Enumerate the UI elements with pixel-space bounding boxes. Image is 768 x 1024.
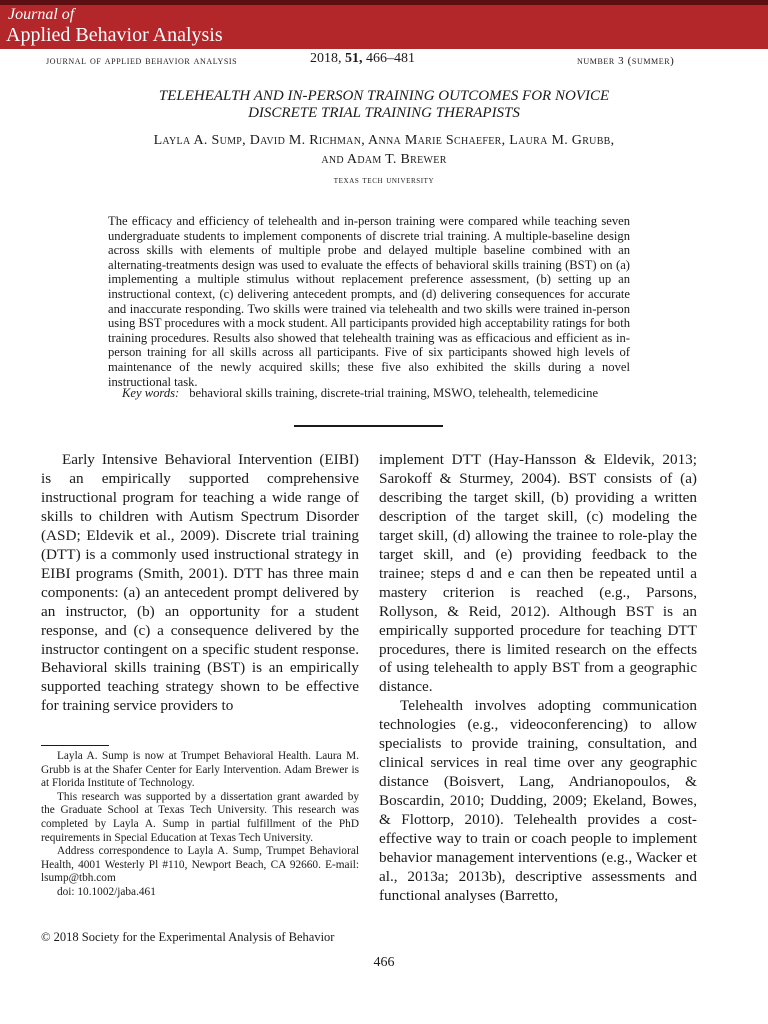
- authors-line1: Layla A. Sump, David M. Richman, Anna Marie Schaefer, Laura M. Grubb,: [153, 133, 615, 148]
- body-paragraph: Early Intensive Behavioral Intervention (EIBI) is an empirically supported comprehensive instructional program for teaching a wide range of skills to children with Autism Spectrum Disorder (ASD; Eldevik et al., 2009). Discrete trial training (DTT) is a commonly used instructional strategy in EIBI programs (Smith, 2001). DTT has three main components: (a) an antecedent prompt delivered by an instructor, (b) an opportunity for a student response, and (c) a consequence delivered by the instructor contingent on a specific student response. Behavioral skills training (BST) is an empirically supported teaching strategy shown to be effective for training service providers to: [41, 451, 359, 715]
- article-title-line2: DISCRETE TRIAL TRAINING THERAPISTS: [248, 105, 520, 121]
- journal-logo-line1: Journal of: [8, 6, 75, 23]
- copyright-notice: © 2018 Society for the Experimental Analysis of Behavior: [41, 930, 335, 944]
- affiliation: texas tech university: [333, 175, 435, 186]
- running-head-volume: 51,: [345, 51, 363, 66]
- page-number: 466: [373, 955, 395, 970]
- article-title: [70, 88, 698, 122]
- footnote-divider: [41, 745, 109, 746]
- footnotes: [41, 750, 359, 900]
- footnote-doi: doi: 10.1002/jaba.461: [57, 885, 156, 898]
- abstract: The efficacy and efficiency of telehealth and in-person training were compared while teaching seven undergraduate students to implement components of discrete trial training. A multiple-baseline design across skills with elements of multiple probe and delayed multiple baseline combined with an alternating-treatments design was used to evaluate the effects of behavioral skills training (BST) on (a) implementing a multiple stimulus without replacement preference assessment, (b) setting up an instructional context, (c) delivering antecedent prompts, and (d) delivering consequences for accurate and inaccurate responding. Two skills were trained via telehealth and two skills were trained in-person using BST procedures with a mock student. All participants provided high acceptability ratings for both training procedures. Results also showed that telehealth training was as efficacious and efficient as in-person training for all skills across all participants. Five of six participants showed high levels of maintenance of the newly acquired skills; these five also exhibited the skills during a novel instructional task.: [108, 214, 630, 389]
- authors-line2: and Adam T. Brewer: [321, 152, 447, 167]
- journal-logo-line2: Applied Behavior Analysis: [6, 24, 223, 46]
- keywords: [122, 386, 632, 400]
- running-head-pages: 466–481: [366, 51, 415, 66]
- body-left-column: [41, 451, 359, 716]
- body-paragraph: Telehealth involves adopting communication technologies (e.g., videoconferencing) to allow specialists to provide training, consultation, and clinical services in real time over any geographic distance (Boisvert, Lang, Andrianopoulos, & Boscardin, 2010; Dudding, 2009; Ekeland, Bowes, & Flottorp, 2010). Telehealth provides a cost-effective way to train or coach people to implement behavior management interventions (e.g., Wacker et al., 2013a; 2013b), descriptive assessments and functional analyses (Barretto,: [379, 697, 697, 904]
- body-right-column: [379, 451, 697, 906]
- keywords-list: behavioral skills training, discrete-trial training, MSWO, telehealth, telemedicine: [189, 386, 599, 400]
- journal-banner: [0, 0, 768, 49]
- running-head-year: 2018,: [310, 51, 342, 66]
- body-paragraph: implement DTT (Hay-Hansson & Eldevik, 2013; Sarokoff & Sturmey, 2004). BST consists of (a) describing the target skill, (b) providing a written description of the target skill, (c) modeling the target skill, (d) allowing the trainee to role-play the target skill, and (e) providing feedback to the trainee; steps d and e can then be repeated until a mastery criterion is reached (e.g., Parsons, Rollyson, & Reid, 2012). Although BST is an empirically supported procedure for teaching DTT procedures, there is limited research on the effects of using telehealth to apply BST from a geographic distance.: [379, 451, 697, 696]
- footnote-funding: This research was supported by a dissertation grant awarded by the Graduate School at Texas Tech University. This research was completed by Layla A. Sump in partial fulfillment of the PhD requirements in Special Education at Texas Tech University.: [41, 790, 359, 844]
- section-divider: [294, 425, 443, 427]
- banner-top-strip: [0, 0, 768, 5]
- footnote-author-notes: Layla A. Sump is now at Trumpet Behavioral Health. Laura M. Grubb is at the Shafer Center for Early Intervention. Adam Brewer is at Florida Institute of Technology.: [41, 750, 359, 790]
- footnote-correspondence: Address correspondence to Layla A. Sump, Trumpet Behavioral Health, 4001 Westerly Pl #110, Newport Beach, CA 92660. E-mail: lsump@tbh.com: [41, 845, 359, 885]
- running-head-journal: journal of applied behavior analysis: [46, 55, 238, 67]
- running-head-issue: number 3 (summer): [577, 55, 675, 67]
- keywords-label: Key words:: [122, 386, 180, 400]
- article-authors: [70, 131, 698, 169]
- article-title-line1: TELEHEALTH AND IN-PERSON TRAINING OUTCOMES FOR NOVICE: [158, 88, 610, 104]
- running-head-citation: [310, 52, 415, 66]
